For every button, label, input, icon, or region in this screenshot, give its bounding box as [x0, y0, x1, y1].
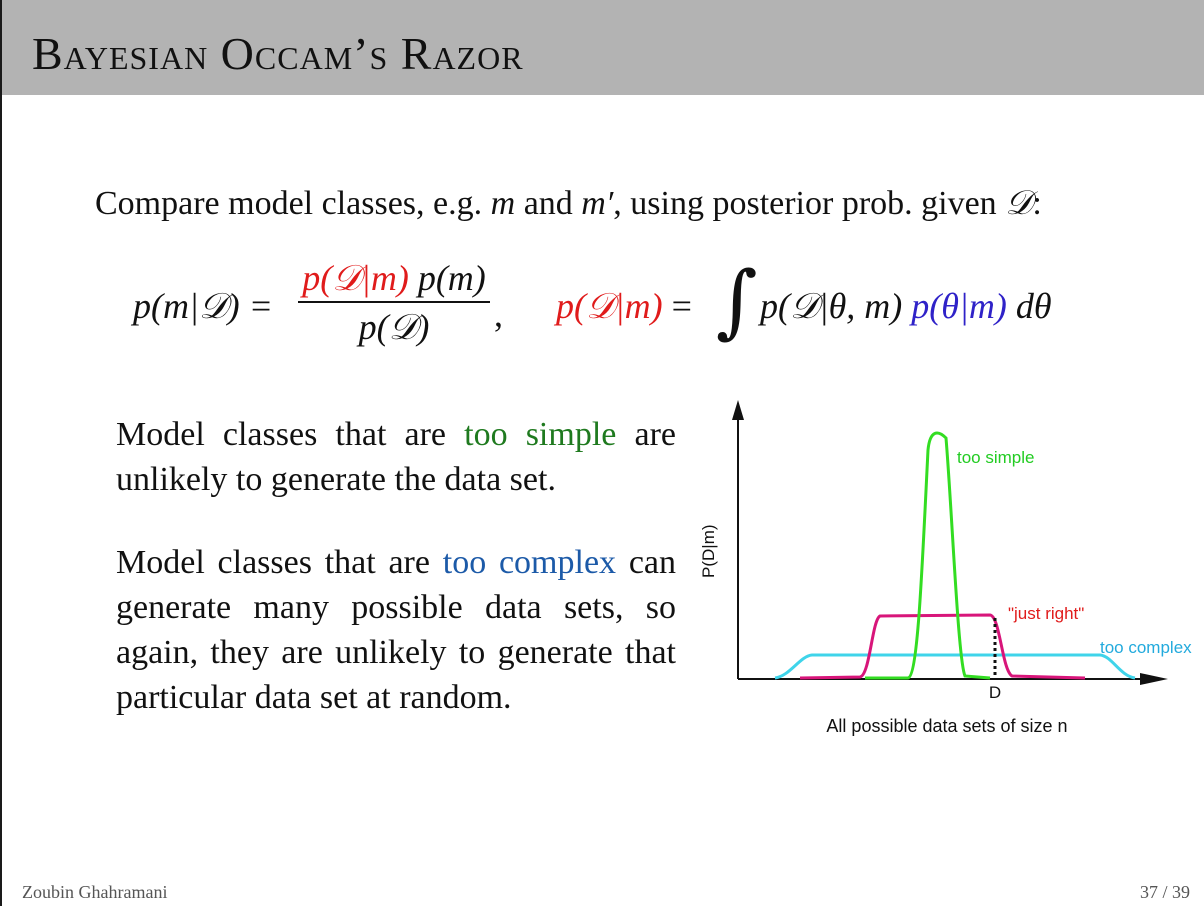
paragraph-too-complex: Model classes that are too complex can generate many possible data sets, so again, they are unlikely to generate that particular data set at random.: [116, 544, 676, 716]
too-complex-label: too complex: [1100, 638, 1192, 657]
too-complex-highlight: too complex: [442, 544, 617, 581]
x-marker-label: D: [988, 683, 1002, 702]
equation2-lhs: p(𝒟|m) =: [556, 286, 692, 326]
paragraph-too-simple: Model classes that are too simple are unlikely to generate the data set.: [116, 416, 676, 498]
slide-title: Bayesian Occam’s Razor: [32, 28, 524, 79]
evidence-chart: [690, 390, 1204, 750]
y-axis-arrow: [732, 400, 744, 420]
footer-author: Zoubin Ghahramani: [22, 882, 168, 902]
intro-part1: Compare model classes, e.g.: [95, 185, 491, 222]
footer-page-number: 37 / 39: [1139, 882, 1190, 902]
too-simple-label: too simple: [957, 448, 1035, 467]
equation1-denominator: p(𝒟): [358, 307, 430, 347]
intro-part2: , using posterior prob. given: [613, 185, 1006, 222]
too-simple-highlight: too simple: [464, 416, 617, 453]
just-right-curve: [800, 615, 1085, 678]
integral-sign: ∫: [716, 254, 758, 347]
too-simple-curve: [865, 433, 990, 678]
equation1-comma: ,: [494, 294, 503, 334]
intro-colon: :: [1032, 185, 1042, 222]
equation1-lhs: p(m|𝒟) =: [133, 286, 273, 326]
equation1-numerator: p(𝒟|m) p(m): [302, 258, 486, 298]
intro-D: 𝒟: [1005, 183, 1033, 223]
intro-sentence: [95, 180, 1042, 227]
x-axis-arrow: [1140, 673, 1168, 685]
intro-m-prime: m′: [581, 185, 614, 222]
y-axis-label: P(D|m): [699, 524, 718, 578]
title-bar: [0, 0, 1204, 95]
left-border: [0, 0, 2, 906]
intro-and: and: [515, 185, 582, 222]
fraction-bar: [298, 301, 490, 303]
intro-m: m: [490, 185, 516, 222]
x-axis-label: All possible data sets of size n: [826, 716, 1068, 736]
equation2-rhs: p(𝒟|θ, m) p(θ|m) dθ: [760, 286, 1052, 326]
just-right-label: "just right": [1008, 604, 1085, 623]
equation1-fraction: [298, 258, 490, 347]
too-complex-curve: [775, 655, 1135, 678]
